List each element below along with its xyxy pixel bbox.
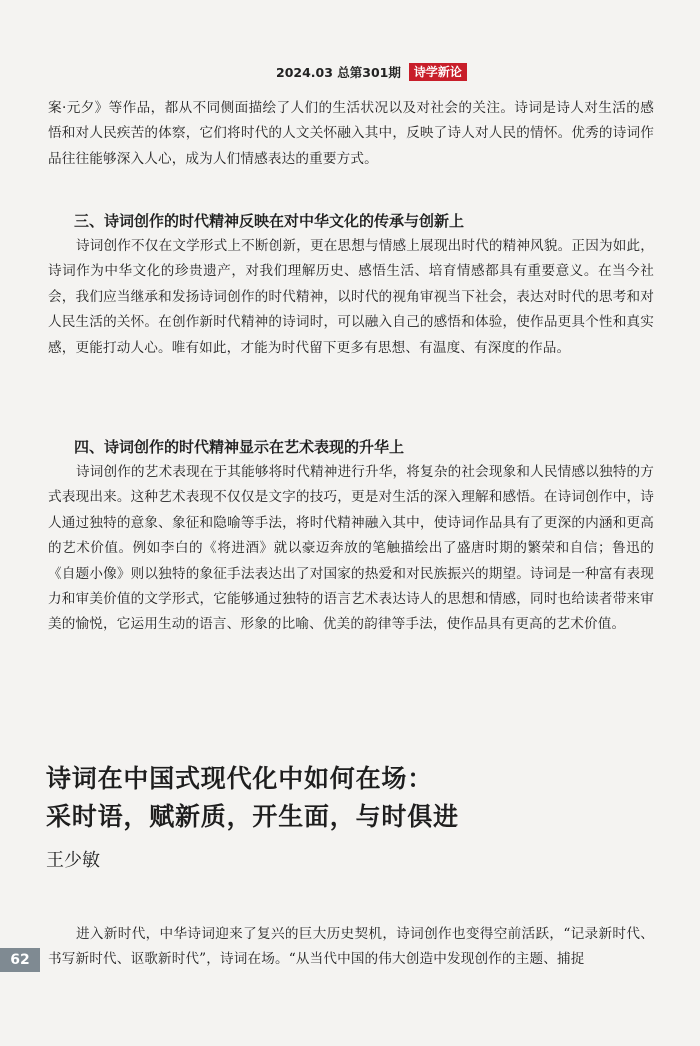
page-number: 62	[0, 948, 40, 972]
article-author: 王少敏	[46, 850, 100, 871]
article-title-line-2: 采时语，赋新质，开生面，与时俱进	[46, 802, 459, 831]
paragraph-continued: 案·元夕》等作品，都从不同侧面描绘了人们的生活状况以及对社会的关注。诗词是诗人对生活的感悟和对人民疾苦的体察，它们将时代的人文关怀融入其中，反映了诗人对人民的情怀。优秀的诗词作品往往能够深入人心，成为人们情感表达的重要方式。	[48, 100, 654, 167]
article-title-line-1: 诗词在中国式现代化中如何在场：	[46, 764, 434, 793]
page-header	[276, 62, 467, 82]
section-heading-3: 三、诗词创作的时代精神反映在对中华文化的传承与创新上	[74, 212, 465, 230]
article-title	[46, 760, 666, 836]
article-intro: 进入新时代，中华诗词迎来了复兴的巨大历史契机，诗词创作也变得空前活跃，“记录新时代、书写新时代、讴歌新时代”，诗词在场。“从当代中国的伟大创造中发现创作的主题、捕捉	[48, 926, 654, 968]
section-heading-4: 四、诗词创作的时代精神显示在艺术表现的升华上	[74, 438, 405, 456]
paragraph-section-3: 诗词创作不仅在文学形式上不断创新，更在思想与情感上展现出时代的精神风貌。正因为如此，诗词作为中华文化的珍贵遗产，对我们理解历史、感悟生活、培育情感都具有重要意义。在当今社会，我们应当继承和发扬诗词创作的时代精神，以时代的视角审视当下社会，表达对时代的思考和对人民生活的关怀。在创作新时代精神的诗词时，可以融入自己的感悟和体验，使作品更具个性和真实感，更能打动人心。唯有如此，才能为时代留下更多有思想、有温度、有深度的作品。	[48, 238, 654, 356]
column-tag: 诗学新论	[409, 63, 467, 81]
issue-info: 2024.03 总第301期	[276, 65, 401, 80]
paragraph-section-4: 诗词创作的艺术表现在于其能够将时代精神进行升华，将复杂的社会现象和人民情感以独特的方式表现出来。这种艺术表现不仅仅是文字的技巧，更是对生活的深入理解和感悟。在诗词创作中，诗人通过独特的意象、象征和隐喻等手法，将时代精神融入其中，使诗词作品具有了更深的内涵和更高的艺术价值。例如李白的《将进酒》就以豪迈奔放的笔触描绘出了盛唐时期的繁荣和自信；鲁迅的《自题小像》则以独特的象征手法表达出了对国家的热爱和对民族振兴的期望。诗词是一种富有表现力和审美价值的文学形式，它能够通过独特的语言艺术表达诗人的思想和情感，同时也给读者带来审美的愉悦，它运用生动的语言、形象的比喻、优美的韵律等手法，使作品具有更高的艺术价值。	[48, 464, 654, 633]
